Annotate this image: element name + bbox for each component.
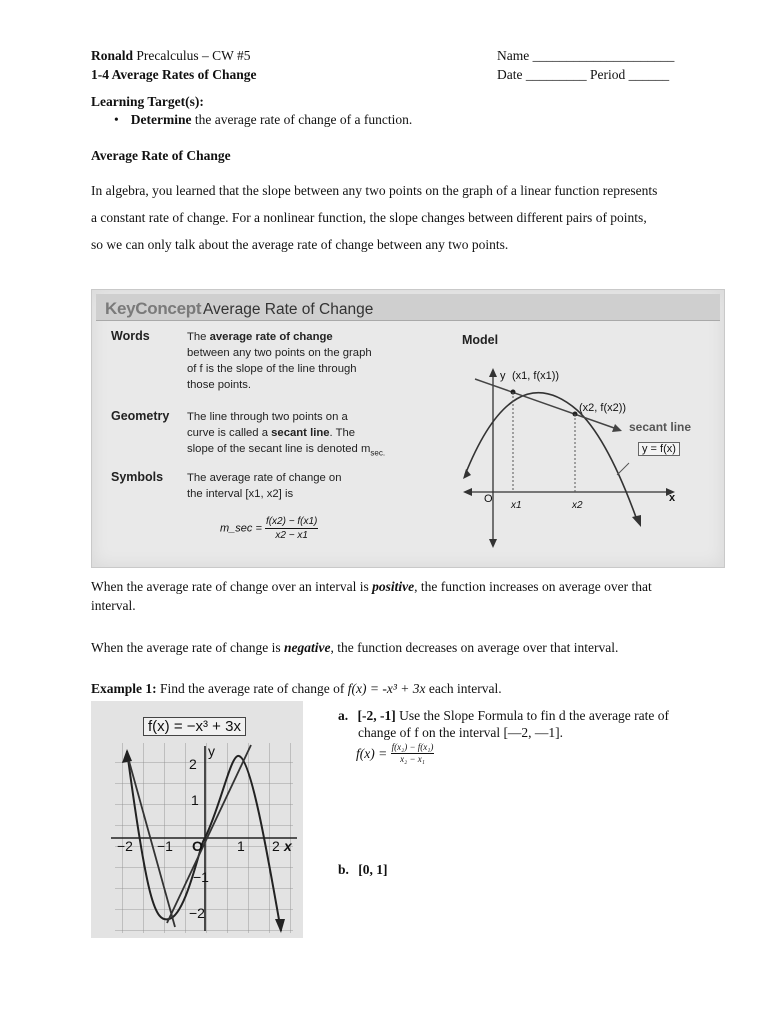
name-field[interactable]: Name _____________________: [497, 48, 675, 63]
model-y-label: y: [500, 370, 506, 382]
model-label: Model: [462, 333, 499, 347]
part-a-formula: f(x) = $\frac{\text{f(x₂) − f(x₁)}}{\text{x₂ − x₁}}$: [356, 742, 434, 764]
graph-function-label: f(x) = −x³ + 3x: [143, 717, 246, 736]
model-point1-label: (x1, f(x1)): [512, 370, 560, 382]
learning-targets-heading: Learning Target(s):: [91, 94, 204, 109]
secant-line-label: secant line: [629, 420, 692, 434]
model-origin-label: O: [484, 493, 493, 505]
bullet-icon: •: [114, 112, 119, 127]
secant-model-graph: [457, 365, 719, 555]
example-label: Example 1:: [91, 681, 157, 696]
example-graph: [91, 701, 303, 938]
graph-ytick-neg2: −2: [189, 905, 205, 921]
part-a-line1: a. [-2, -1] Use the Slope Formula to fin d the average rate of: [338, 708, 670, 723]
model-x2-label: x2: [572, 500, 583, 511]
words-text: The average rate of change between any two points on the graph of f is the slope of the line through those points.: [187, 331, 372, 391]
intro-line-2: a constant rate of change. For a nonlinear function, the slope changes between different pairs of points,: [91, 210, 647, 225]
model-x1-label: x1: [511, 500, 522, 511]
graph-xtick-neg2: −2: [117, 838, 133, 854]
part-a-line2: change of f on the interval [—2, —1].: [358, 725, 564, 740]
positive-rate-text-line2: interval.: [91, 598, 136, 613]
graph-xtick-1: 1: [237, 838, 245, 854]
graph-x-label: x: [284, 838, 292, 854]
intro-line-3: so we can only talk about the average rate of change between any two points.: [91, 237, 509, 252]
key-concept-title: Average Rate of Change: [203, 301, 374, 318]
key-concept-header: [96, 294, 720, 321]
key-concept-label: KeyConcept: [105, 299, 202, 318]
geometry-text: The line through two points on a curve is called a secant line. The slope of the secant line is denoted $m_{sec.}$: [187, 411, 386, 458]
geometry-label: Geometry: [111, 409, 170, 423]
graph-xtick-2: 2: [272, 838, 280, 854]
graph-ytick-neg1: −1: [193, 869, 209, 885]
example-function: f(x) = -x³ + 3x: [347, 681, 426, 696]
positive-rate-text: When the average rate of change over an interval is positive, the function increases on average over that: [91, 579, 652, 594]
positive-word: positive: [372, 579, 415, 594]
part-b: [338, 860, 388, 879]
negative-rate-text: When the average rate of change is negative, the function decreases on average over that interval.: [91, 640, 619, 655]
graph-xtick-neg1: −1: [157, 838, 173, 854]
model-point2-label: (x2, f(x2)): [579, 402, 627, 414]
curve-label: y = f(x): [638, 442, 680, 456]
symbols-text: The average rate of change on the interval [x1, x2] is: [187, 472, 342, 500]
section-title: Average Rate of Change: [91, 148, 231, 163]
part-b-interval: [0, 1]: [358, 862, 388, 877]
graph-ytick-2: 2: [189, 756, 197, 772]
learning-target-item: [114, 110, 412, 129]
cubic-graph-svg: [91, 701, 303, 938]
graph-y-label: y: [208, 743, 215, 759]
date-period-field[interactable]: Date _________ Period ______: [497, 67, 670, 82]
learning-target-text: the average rate of change of a function.: [191, 112, 413, 127]
part-b-letter: b.: [338, 862, 349, 877]
course-title: [91, 46, 251, 65]
graph-origin: O: [192, 838, 203, 854]
graph-ytick-1: 1: [191, 792, 199, 808]
secant-slope-formula: m_sec = $\frac{f(x2) - f(x1)}{x2 - x1}$: [220, 516, 318, 541]
key-concept-box: [91, 289, 725, 568]
part-a-letter: a.: [338, 708, 349, 723]
course-name: Precalculus – CW #5: [136, 48, 251, 63]
words-label: Words: [111, 329, 150, 343]
symbols-label: Symbols: [111, 470, 164, 484]
negative-word: negative: [284, 640, 331, 655]
teacher-name: Ronald: [91, 48, 134, 63]
intro-line-1: In algebra, you learned that the slope between any two points on the graph of a linear function represents: [91, 183, 658, 198]
part-a-interval: [-2, -1]: [357, 708, 396, 723]
lesson-title: 1-4 Average Rates of Change: [91, 67, 257, 82]
model-x-label: x: [669, 492, 676, 504]
example-1-prompt: Example 1: Find the average rate of change of f(x) = -x³ + 3x each interval.: [91, 681, 502, 696]
learning-target-verb: Determine: [130, 112, 192, 127]
